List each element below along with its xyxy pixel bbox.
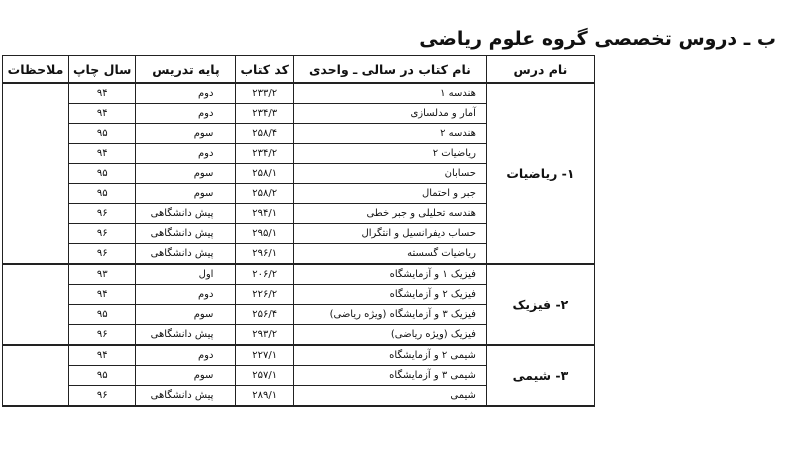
- book-name-cell: فیزیک (ویژه ریاضی): [293, 325, 486, 346]
- print-year-cell: ۹۴: [69, 104, 136, 124]
- print-year-cell: ۹۶: [69, 224, 136, 244]
- teaching-level-cell: دوم: [136, 144, 236, 164]
- book-name-cell: ریاضیات ۲: [293, 144, 486, 164]
- notes-cell: [3, 83, 69, 264]
- book-name-cell: فیزیک ۱ و آزمایشگاه: [293, 264, 486, 285]
- notes-cell: [3, 345, 69, 406]
- header-print-year: سال چاپ: [69, 56, 136, 84]
- teaching-level-cell: دوم: [136, 83, 236, 104]
- page-heading: ب ـ دروس تخصصی گروه علوم ریاضی: [419, 28, 776, 50]
- book-name-cell: شیمی ۲ و آزمایشگاه: [293, 345, 486, 366]
- teaching-level-cell: اول: [136, 264, 236, 285]
- print-year-cell: ۹۵: [69, 164, 136, 184]
- teaching-level-cell: دوم: [136, 104, 236, 124]
- book-code-cell: ۲۵۷/۱: [236, 366, 293, 386]
- teaching-level-cell: سوم: [136, 124, 236, 144]
- header-subject: نام درس: [486, 56, 594, 84]
- book-code-cell: ۲۸۹/۱: [236, 386, 293, 407]
- book-code-cell: ۲۳۴/۳: [236, 104, 293, 124]
- book-code-cell: ۲۹۵/۱: [236, 224, 293, 244]
- book-name-cell: ریاضیات گسسته: [293, 244, 486, 265]
- header-book-name: نام کتاب در سالی ـ واحدی: [293, 56, 486, 84]
- print-year-cell: ۹۶: [69, 386, 136, 407]
- teaching-level-cell: دوم: [136, 345, 236, 366]
- print-year-cell: ۹۵: [69, 366, 136, 386]
- teaching-level-cell: دوم: [136, 285, 236, 305]
- print-year-cell: ۹۴: [69, 285, 136, 305]
- book-name-cell: هندسه ۱: [293, 83, 486, 104]
- book-code-cell: ۲۳۳/۲: [236, 83, 293, 104]
- courses-table: [2, 55, 595, 407]
- book-code-cell: ۲۵۸/۴: [236, 124, 293, 144]
- teaching-level-cell: سوم: [136, 184, 236, 204]
- book-code-cell: ۲۵۸/۱: [236, 164, 293, 184]
- book-code-cell: ۲۹۴/۱: [236, 204, 293, 224]
- print-year-cell: ۹۶: [69, 325, 136, 346]
- book-code-cell: ۲۲۷/۱: [236, 345, 293, 366]
- book-name-cell: شیمی ۳ و آزمایشگاه: [293, 366, 486, 386]
- teaching-level-cell: پیش دانشگاهی: [136, 204, 236, 224]
- header-notes: ملاحظات: [3, 56, 69, 84]
- header-teaching-level: پایه تدریس: [136, 56, 236, 84]
- table-row: [3, 264, 595, 285]
- subject-cell: ۳- شیمی: [486, 345, 594, 406]
- book-name-cell: آمار و مدلسازی: [293, 104, 486, 124]
- print-year-cell: ۹۶: [69, 204, 136, 224]
- table-body: [3, 83, 595, 406]
- book-code-cell: ۲۳۴/۲: [236, 144, 293, 164]
- header-book-code: کد کتاب: [236, 56, 293, 84]
- book-name-cell: فیزیک ۳ و آزمایشگاه (ویژه ریاضی): [293, 305, 486, 325]
- table-header-row: [3, 56, 595, 84]
- print-year-cell: ۹۶: [69, 244, 136, 265]
- notes-cell: [3, 264, 69, 345]
- teaching-level-cell: سوم: [136, 164, 236, 184]
- book-code-cell: ۲۲۶/۲: [236, 285, 293, 305]
- print-year-cell: ۹۵: [69, 124, 136, 144]
- print-year-cell: ۹۳: [69, 264, 136, 285]
- book-name-cell: هندسه ۲: [293, 124, 486, 144]
- book-name-cell: جبر و احتمال: [293, 184, 486, 204]
- print-year-cell: ۹۴: [69, 345, 136, 366]
- book-code-cell: ۲۹۶/۱: [236, 244, 293, 265]
- teaching-level-cell: سوم: [136, 366, 236, 386]
- book-name-cell: حسابان: [293, 164, 486, 184]
- book-code-cell: ۲۵۸/۲: [236, 184, 293, 204]
- teaching-level-cell: پیش دانشگاهی: [136, 224, 236, 244]
- subject-cell: ۲- فیزیک: [486, 264, 594, 345]
- print-year-cell: ۹۵: [69, 305, 136, 325]
- book-code-cell: ۲۰۶/۲: [236, 264, 293, 285]
- book-name-cell: حساب دیفرانسیل و انتگرال: [293, 224, 486, 244]
- print-year-cell: ۹۴: [69, 83, 136, 104]
- table-row: [3, 345, 595, 366]
- print-year-cell: ۹۴: [69, 144, 136, 164]
- book-code-cell: ۲۵۶/۴: [236, 305, 293, 325]
- teaching-level-cell: پیش دانشگاهی: [136, 244, 236, 265]
- table-row: [3, 83, 595, 104]
- print-year-cell: ۹۵: [69, 184, 136, 204]
- book-code-cell: ۲۹۳/۲: [236, 325, 293, 346]
- teaching-level-cell: سوم: [136, 305, 236, 325]
- teaching-level-cell: پیش دانشگاهی: [136, 386, 236, 407]
- book-name-cell: شیمی: [293, 386, 486, 407]
- book-name-cell: هندسه تحلیلی و جبر خطی: [293, 204, 486, 224]
- book-name-cell: فیزیک ۲ و آزمایشگاه: [293, 285, 486, 305]
- teaching-level-cell: پیش دانشگاهی: [136, 325, 236, 346]
- subject-cell: ۱- ریاضیات: [486, 83, 594, 264]
